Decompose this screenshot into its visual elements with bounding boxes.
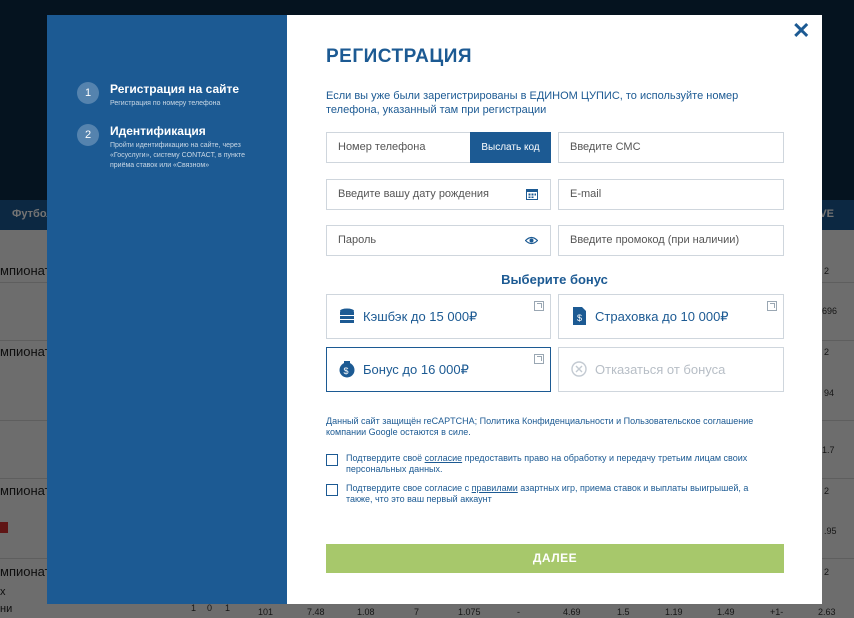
bonus-option-decline[interactable] <box>558 347 784 392</box>
password-placeholder: Пароль <box>338 234 377 246</box>
sms-code-input[interactable] <box>558 132 784 163</box>
document-icon <box>570 307 588 325</box>
bonus-label: Кэшбэк до 15 000₽ <box>363 309 478 324</box>
email-placeholder: E-mail <box>570 188 602 200</box>
bonus-heading: Выберите бонус <box>501 272 608 287</box>
birthdate-placeholder: Введите вашу дату рождения <box>338 188 489 200</box>
bonus-label: Страховка до 10 000₽ <box>595 309 729 324</box>
bonus-label: Бонус до 16 000₽ <box>363 362 469 377</box>
email-input[interactable] <box>558 179 784 210</box>
consent-link[interactable]: согласие <box>424 453 463 463</box>
phone-placeholder: Номер телефона <box>338 141 426 153</box>
rules-checkbox[interactable] <box>326 484 338 496</box>
phone-input[interactable] <box>326 132 551 163</box>
step-title: Идентификация <box>110 124 206 138</box>
step-description: Пройти идентификацию на сайте, через «Госуслуги», систему CONTACT, в пункте приёма ставок или «Связном» <box>110 142 246 169</box>
rules-text <box>346 483 776 505</box>
coins-icon <box>338 307 356 325</box>
consent-text <box>346 453 776 475</box>
svg-text:$: $ <box>577 313 583 323</box>
registration-steps-panel <box>47 15 287 604</box>
consent-text-part: Подтвердите своё <box>346 453 425 463</box>
step-number: 1 <box>77 82 99 104</box>
send-code-button[interactable]: Выслать код <box>470 132 551 163</box>
password-input[interactable] <box>326 225 551 256</box>
bonus-option-insurance[interactable] <box>558 294 784 339</box>
cancel-circle-icon <box>570 360 588 378</box>
registration-modal <box>47 15 822 604</box>
next-button[interactable]: ДАЛЕЕ <box>326 544 784 573</box>
registration-form <box>287 15 822 604</box>
money-bag-icon <box>338 360 356 378</box>
close-icon[interactable]: ✕ <box>792 18 811 43</box>
step-number: 2 <box>77 124 99 146</box>
bonus-label: Отказаться от бонуса <box>595 362 726 377</box>
step-description: Регистрация по номеру телефона <box>110 100 221 107</box>
external-link-icon[interactable] <box>534 301 544 311</box>
birthdate-input[interactable] <box>326 179 551 210</box>
eye-icon[interactable] <box>525 236 538 245</box>
registration-intro: Если вы уже были зарегистрированы в ЕДИНОМ ЦУПИС, то используйте номер телефона, указанный там при регистрации <box>326 90 739 116</box>
rules-text-part: Подтвердите свое согласие с <box>346 483 472 493</box>
consent-text-part: предоставить право на обработку и передачу третьим лицам своих персональных данных. <box>346 453 748 474</box>
external-link-icon[interactable] <box>767 301 777 311</box>
rules-link[interactable]: правилами <box>471 483 518 493</box>
recaptcha-notice: Данный сайт защищён reCAPTCHA; Политика Конфиденциальности и Пользовательское соглашение компании Google остаются в силе. <box>326 416 754 437</box>
promo-code-input[interactable] <box>558 225 784 256</box>
rules-text-part: азартных игр, приема ставок и выплаты выигрышей, а также, что это ваш первый аккаунт <box>346 483 749 504</box>
calendar-icon[interactable] <box>526 188 538 200</box>
external-link-icon[interactable] <box>534 354 544 364</box>
modal-title: РЕГИСТРАЦИЯ <box>326 46 473 67</box>
sms-placeholder: Введите СМС <box>570 141 641 153</box>
promo-placeholder: Введите промокод (при наличии) <box>570 234 740 246</box>
bonus-option-deposit[interactable] <box>326 347 551 392</box>
bonus-option-cashback[interactable] <box>326 294 551 339</box>
svg-text:$: $ <box>343 366 349 376</box>
step-title: Регистрация на сайте <box>110 82 240 96</box>
consent-checkbox[interactable] <box>326 454 338 466</box>
